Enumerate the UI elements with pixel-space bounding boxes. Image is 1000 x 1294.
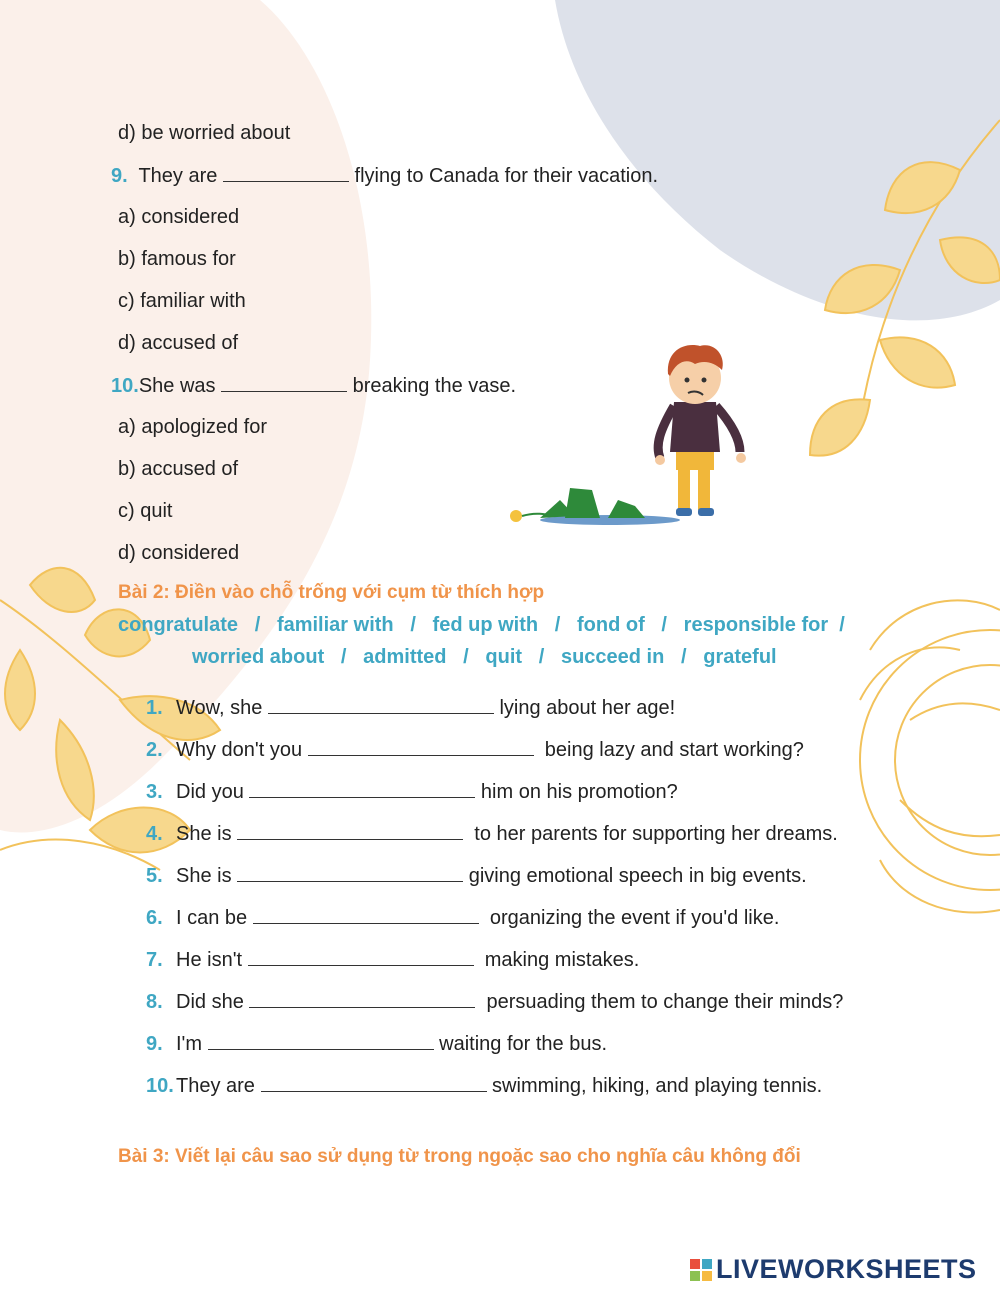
ex2-item-before: They are [176, 1075, 255, 1097]
ex2-item-after: organizing the event if you'd like. [478, 907, 780, 929]
ex2-item-after: swimming, hiking, and playing tennis. [486, 1075, 823, 1097]
logo-grid-icon [690, 1259, 712, 1281]
q9-sentence [111, 163, 658, 188]
ex2-blank-5[interactable] [237, 863, 463, 882]
ex2-item-number: 6. [146, 907, 163, 929]
word-bank-separator: / [554, 614, 561, 636]
ex2-item-before: She is [176, 865, 232, 887]
ex2-item-before: Why don't you [176, 739, 303, 761]
word-bank-separator: / [839, 614, 845, 636]
ex2-item-after: giving emotional speech in big events. [463, 865, 807, 887]
q9-before: They are [138, 165, 218, 187]
ex2-blank-9[interactable] [208, 1031, 434, 1050]
ex2-item-number: 1. [146, 697, 163, 719]
word-bank-item: admitted [363, 646, 447, 668]
word-bank-row-2 [192, 646, 777, 669]
q8-option-d[interactable]: d) be worried about [118, 122, 291, 144]
word-bank-item: fed up with [432, 614, 539, 636]
q9-blank[interactable] [223, 163, 349, 182]
ex2-item-before: He isn't [176, 949, 243, 971]
ex2-blank-4[interactable] [237, 821, 463, 840]
ex2-item-after: persuading them to change their minds? [475, 991, 844, 1013]
ex2-item-3 [146, 779, 678, 804]
word-bank-item: congratulate [118, 614, 239, 636]
q10-option-d[interactable]: d) considered [118, 542, 240, 564]
ex2-item-7 [146, 947, 639, 972]
q10-blank[interactable] [221, 373, 347, 392]
word-bank-separator: / [254, 614, 261, 636]
exercise2-heading: Bài 2: Điền vào chỗ trống với cụm từ thích hợp [118, 582, 545, 603]
ex2-item-number: 10. [146, 1075, 174, 1097]
word-bank-row-1 [118, 614, 845, 637]
ex2-item-number: 8. [146, 991, 163, 1013]
q9-option-a[interactable]: a) considered [118, 206, 240, 228]
ex2-item-10 [146, 1073, 822, 1098]
q10-before: She was [138, 375, 216, 397]
ex2-item-number: 7. [146, 949, 163, 971]
ex2-item-9 [146, 1031, 607, 1056]
logo-text: LIVEWORKSHEETS [716, 1254, 977, 1284]
ex2-item-5 [146, 863, 807, 888]
word-bank-separator: / [410, 614, 416, 636]
q9-after: flying to Canada for their vacation. [348, 165, 659, 187]
ex2-item-after: him on his promotion? [475, 781, 678, 803]
word-bank-item: quit [485, 646, 523, 668]
liveworksheets-logo[interactable] [690, 1254, 977, 1285]
ex2-item-after: being lazy and start working? [533, 739, 804, 761]
ex2-item-2 [146, 737, 804, 762]
q10-sentence [111, 373, 516, 398]
ex2-item-before: Did you [176, 781, 244, 803]
word-bank-item: succeed in [560, 646, 665, 668]
ex2-blank-3[interactable] [249, 779, 475, 798]
word-bank-item: familiar with [276, 614, 394, 636]
word-bank-separator: / [681, 646, 687, 668]
ex2-item-number: 5. [146, 865, 163, 887]
ex2-item-6 [146, 905, 779, 930]
ex2-item-after: lying about her age! [493, 697, 676, 719]
ex2-item-4 [146, 821, 838, 846]
word-bank-item: responsible for [683, 614, 829, 636]
ex2-blank-10[interactable] [261, 1073, 487, 1092]
ex2-blank-1[interactable] [268, 695, 494, 714]
ex2-item-before: Did she [176, 991, 244, 1013]
word-bank-separator: / [463, 646, 469, 668]
q10-option-c[interactable]: c) quit [118, 500, 173, 522]
ex2-item-before: She is [176, 823, 232, 845]
ex2-blank-2[interactable] [308, 737, 534, 756]
word-bank-item: fond of [577, 614, 645, 636]
q10-after: breaking the vase. [347, 375, 517, 397]
word-bank-separator: / [661, 614, 667, 636]
q10-number: 10. [111, 375, 139, 397]
ex2-item-number: 2. [146, 739, 163, 761]
q9-option-d[interactable]: d) accused of [118, 332, 239, 354]
ex2-blank-7[interactable] [248, 947, 474, 966]
word-bank-item: worried about [192, 646, 325, 668]
word-bank-separator: / [340, 646, 347, 668]
q10-option-a[interactable]: a) apologized for [118, 416, 267, 438]
ex2-item-8 [146, 989, 843, 1014]
ex2-item-before: I can be [176, 907, 248, 929]
ex2-item-after: to her parents for supporting her dreams. [463, 823, 838, 845]
q9-option-b[interactable]: b) famous for [118, 248, 236, 270]
ex2-item-after: waiting for the bus. [433, 1033, 608, 1055]
ex2-item-number: 3. [146, 781, 163, 803]
q9-number: 9. [111, 165, 128, 187]
ex2-item-before: Wow, she [176, 697, 263, 719]
ex2-blank-8[interactable] [249, 989, 475, 1008]
ex2-item-number: 4. [146, 823, 163, 845]
exercise3-heading: Bài 3: Viết lại câu sao sử dụng từ trong ngoặc sao cho nghĩa câu không đổi [118, 1146, 801, 1167]
q10-option-b[interactable]: b) accused of [118, 458, 239, 480]
q9-option-c[interactable]: c) familiar with [118, 290, 246, 312]
ex2-item-before: I'm [176, 1033, 203, 1055]
ex2-blank-6[interactable] [253, 905, 479, 924]
ex2-item-1 [146, 695, 675, 720]
ex2-item-number: 9. [146, 1033, 163, 1055]
word-bank-separator: / [538, 646, 545, 668]
ex2-item-after: making mistakes. [473, 949, 640, 971]
word-bank-item: grateful [703, 646, 777, 668]
